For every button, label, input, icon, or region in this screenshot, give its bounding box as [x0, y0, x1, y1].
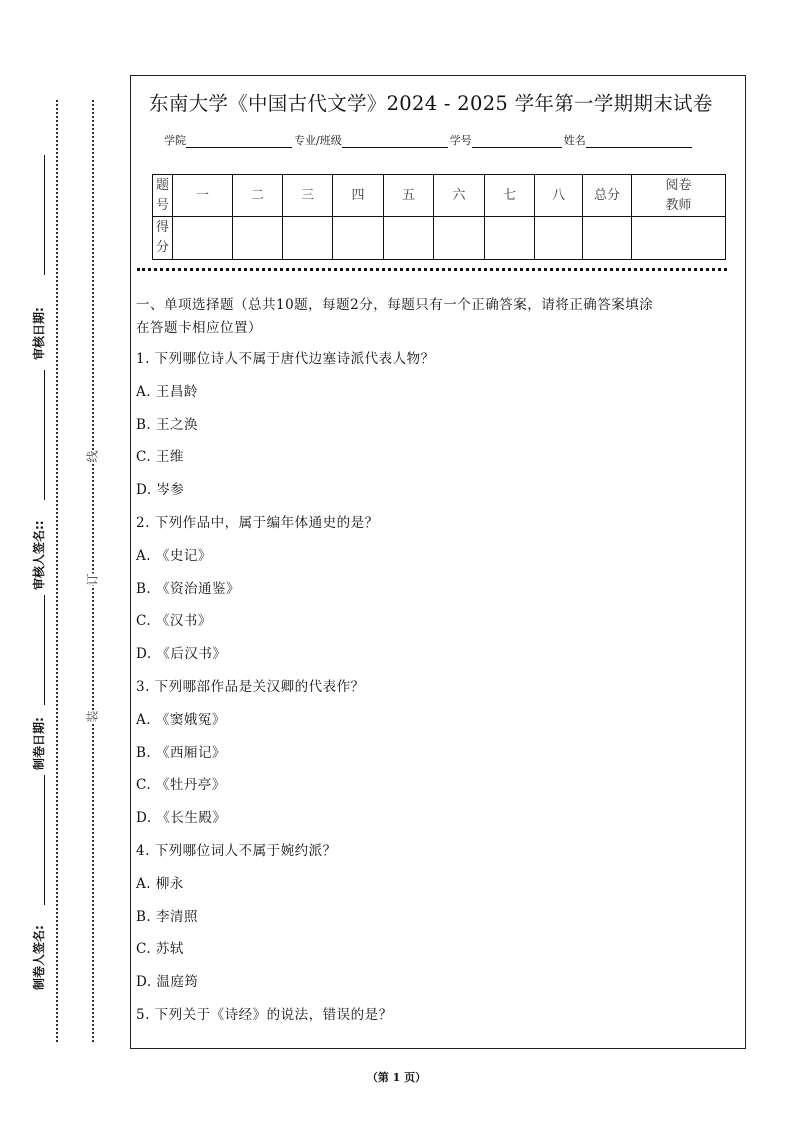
exam-page: [130, 75, 746, 1049]
answer-option: D. 《后汉书》: [136, 646, 227, 663]
answer-option: A. 《窦娥冤》: [136, 711, 226, 728]
answer-option: B. 《西厢记》: [136, 744, 227, 761]
col-header: 二: [233, 175, 283, 217]
name-field[interactable]: [586, 135, 692, 148]
col-header: 三: [283, 175, 333, 217]
student-id-field[interactable]: [472, 135, 562, 148]
answer-option: B. 李清照: [136, 908, 199, 925]
question-text: 5. 下列关于《诗经》的说法，错误的是？: [136, 1007, 393, 1023]
college-field[interactable]: [186, 135, 292, 148]
question-text: 4. 下列哪位词人不属于婉约派？: [136, 843, 337, 859]
section-heading-cont: 在答题卡相应位置）: [136, 320, 262, 336]
student-id-label: 学号: [449, 134, 472, 147]
signature-line: [44, 775, 45, 905]
col-header: 八: [535, 175, 583, 217]
score-cell[interactable]: [173, 217, 233, 260]
binding-mark-staple: 订: [85, 573, 100, 586]
score-cell[interactable]: [283, 217, 333, 260]
score-cell[interactable]: [485, 217, 535, 260]
question-text: 1. 下列哪位诗人不属于唐代边塞诗派代表人物？: [136, 351, 435, 367]
answer-option: C. 苏轼: [136, 941, 184, 958]
score-cell[interactable]: [632, 217, 726, 260]
score-cell[interactable]: [434, 217, 485, 260]
answer-option: B. 王之涣: [136, 416, 199, 433]
col-header: 阅卷教师: [632, 175, 726, 217]
exam-title: 东南大学《中国古代文学》2024 - 2025 学年第一学期期末试卷: [149, 92, 713, 115]
name-label: 姓名: [563, 134, 586, 147]
section-heading: 一、单项选择题（总共10题，每题2分，每题只有一个正确答案，请将正确答案填涂: [136, 297, 654, 313]
answer-option: D. 温庭筠: [136, 974, 199, 991]
binding-line-outer: [56, 100, 58, 1042]
binding-mark-bind: 装: [85, 710, 100, 723]
col-header: 四: [333, 175, 384, 217]
answer-option: C. 《牡丹亭》: [136, 777, 226, 794]
score-cell[interactable]: [333, 217, 384, 260]
signature-line: [44, 595, 45, 705]
answer-option: A. 柳永: [136, 875, 184, 892]
student-info: [164, 132, 694, 148]
question-text: 2. 下列作品中，属于编年体通史的是？: [136, 515, 379, 531]
score-cell[interactable]: [583, 217, 632, 260]
answer-option: A. 《史记》: [136, 547, 212, 564]
paper-date-label: 制卷日期:: [32, 717, 46, 770]
question-text: 3. 下列哪部作品是关汉卿的代表作？: [136, 679, 365, 695]
answer-option: C. 王维: [136, 449, 184, 466]
paper-maker-signature-label: 制卷人签名:: [32, 925, 46, 990]
col-header: 一: [173, 175, 233, 217]
col-header: 六: [434, 175, 485, 217]
answer-option: C. 《汉书》: [136, 613, 212, 630]
question-number-header: 题号: [153, 175, 173, 217]
score-table: [152, 174, 726, 260]
signature-line: [44, 155, 45, 275]
answer-option: D. 《长生殿》: [136, 810, 227, 827]
score-row-header: 得分: [153, 217, 173, 260]
score-cell[interactable]: [233, 217, 283, 260]
separator: [137, 268, 727, 271]
score-cell[interactable]: [535, 217, 583, 260]
signature-line: [44, 370, 45, 500]
college-label: 学院: [164, 134, 186, 147]
answer-option: D. 岑参: [136, 482, 185, 499]
answer-option: B. 《资治通鉴》: [136, 580, 241, 597]
binding-mark-line: 线: [85, 450, 100, 463]
major-label: 专业/班级: [294, 134, 342, 147]
page-number: （第 1 页）: [366, 1071, 427, 1084]
review-date-label: 审核日期:: [32, 307, 46, 360]
major-field[interactable]: [342, 135, 448, 148]
answer-option: A. 王昌龄: [136, 383, 198, 400]
score-cell[interactable]: [384, 217, 434, 260]
binding-line-inner: [92, 100, 94, 1042]
col-header: 七: [485, 175, 535, 217]
col-header: 总分: [583, 175, 632, 217]
col-header: 五: [384, 175, 434, 217]
reviewer-signature-label: 审核人签名::: [32, 520, 46, 590]
